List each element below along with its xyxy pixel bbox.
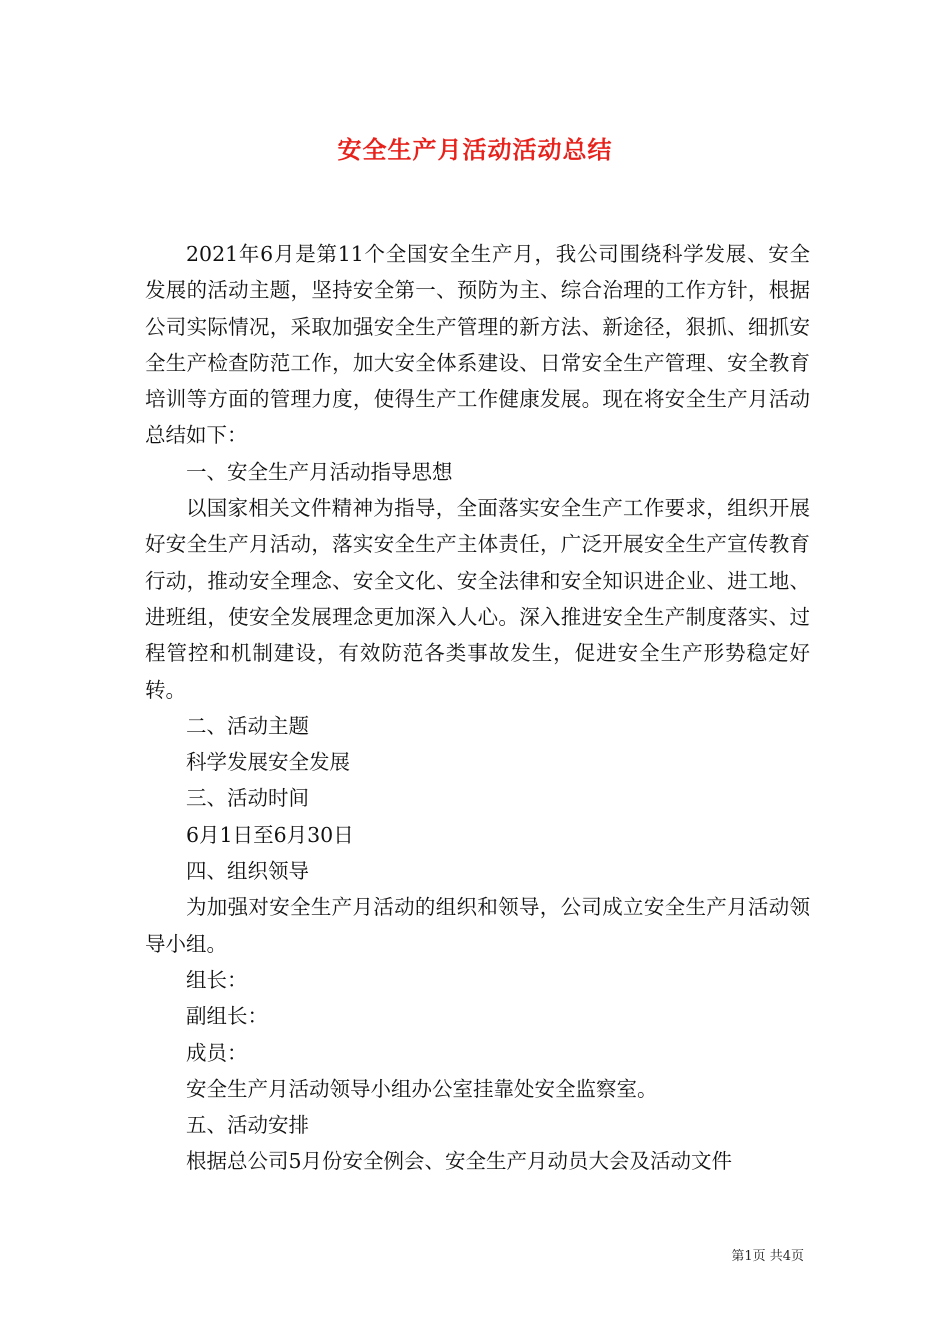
paragraph-arrangement: 根据总公司5月份安全例会、安全生产月动员大会及活动文件 [186, 1149, 733, 1174]
section-heading-4: 四、组织领导 [186, 859, 309, 884]
section-heading-5: 五、活动安排 [186, 1113, 309, 1138]
paragraph-time: 6月1日至6月30日 [186, 822, 354, 847]
paragraph-office: 安全生产月活动领导小组办公室挂靠处安全监察室。 [186, 1076, 658, 1101]
document-body [145, 236, 810, 1180]
paragraph-guiding-thought: 以国家相关文件精神为指导，全面落实安全生产工作要求，组织开展好安全生产月活动，落实安全生产主体责任，广泛开展安全生产宣传教育行动，推动安全理念、安全文化、安全法律和安全知识进企业、进工地、进班组，使安全发展理念更加深入人心。深入推进安全生产制度落实、过程管控和机制建设，有效防范各类事故发生，促进安全生产形势稳定好转。 [145, 496, 810, 702]
paragraph-deputy-leader: 副组长： [186, 1004, 268, 1029]
paragraph-leader: 组长： [186, 967, 248, 992]
document-title: 安全生产月活动活动总结 [337, 136, 613, 164]
paragraph-intro: 2021年6月是第11个全国安全生产月，我公司围绕科学发展、安全发展的活动主题，坚持安全第一、预防为主、综合治理的工作方针，根据公司实际情况，采取加强安全生产管理的新方法、新途径，狠抓、细抓安全生产检查防范工作，加大安全体系建设、日常安全生产管理、安全教育培训等方面的管理力度，使得生产工作健康发展。现在将安全生产月活动总结如下： [145, 242, 810, 448]
section-heading-1: 一、安全生产月活动指导思想 [186, 459, 453, 484]
section-heading-3: 三、活动时间 [186, 786, 309, 811]
page-number: 第1页 共4页 [731, 1249, 804, 1264]
section-heading-2: 二、活动主题 [186, 713, 309, 738]
paragraph-members: 成员： [186, 1040, 248, 1065]
paragraph-organization: 为加强对安全生产月活动的组织和领导，公司成立安全生产月活动领导小组。 [145, 895, 810, 956]
paragraph-theme: 科学发展安全发展 [186, 750, 350, 775]
